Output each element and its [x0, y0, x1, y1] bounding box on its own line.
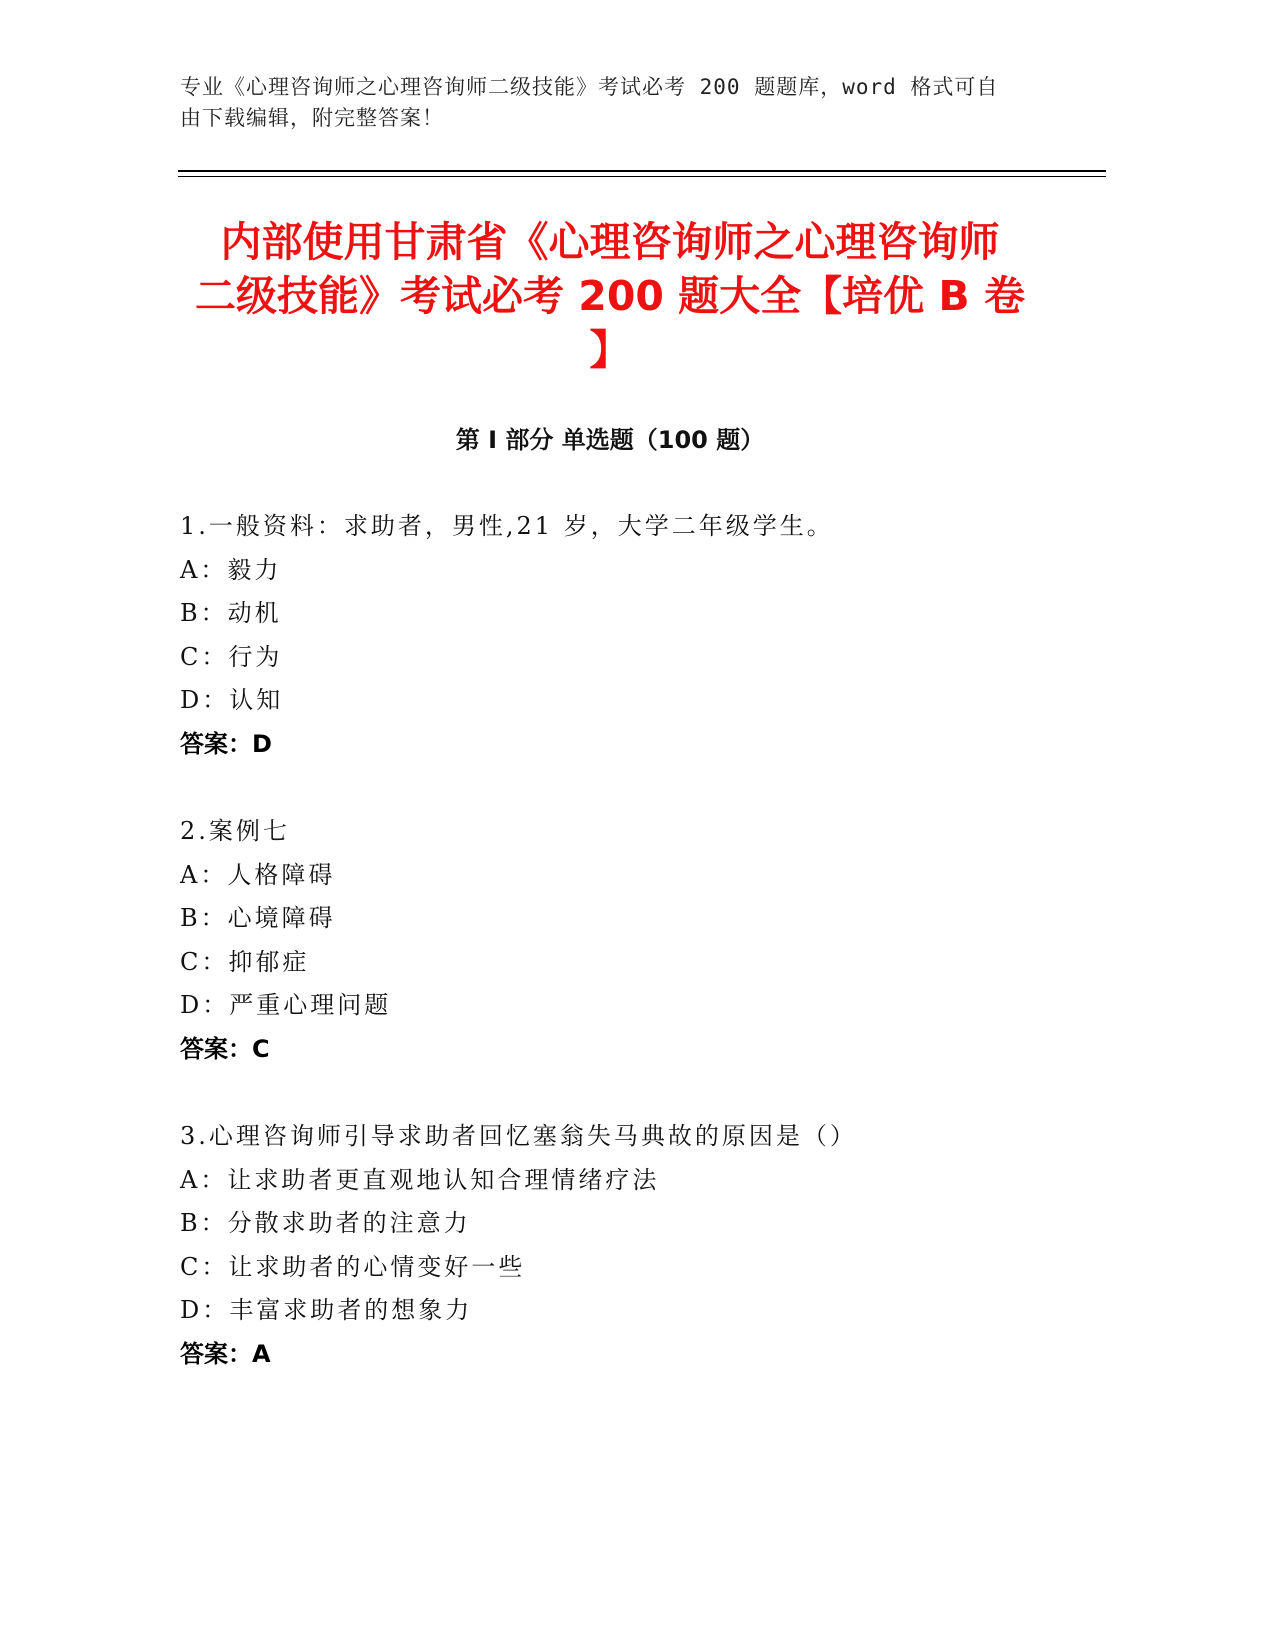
document-title-line-3: 】 [589, 326, 631, 374]
document-title-line-2: 二级技能》考试必考 200 题大全【培优 B 卷 [195, 272, 1025, 320]
answer: 答案：A [180, 1339, 271, 1368]
document-title-line-1: 内部使用甘肃省《心理咨询师之心理咨询师 [220, 218, 1000, 266]
question-1 [180, 505, 1080, 766]
header-divider-thin [178, 176, 1106, 177]
question-list [180, 505, 1080, 1420]
option-a: A：让求助者更直观地认知合理情绪疗法 [180, 1165, 660, 1194]
header-note [180, 72, 1040, 134]
option-b: B：心境障碍 [180, 904, 336, 932]
option-c: C：行为 [180, 642, 283, 671]
header-note-line-2: 由下载编辑，附完整答案！ [180, 106, 444, 130]
header-note-line-1: 专业《心理咨询师之心理咨询师二级技能》考试必考 200 题题库，word 格式可自 [180, 75, 999, 99]
question-stem: 2.案例七 [180, 817, 290, 845]
option-d: D：严重心理问题 [180, 991, 392, 1019]
document-title [180, 215, 1040, 377]
option-c: C：抑郁症 [180, 947, 310, 976]
option-c: C：让求助者的心情变好一些 [180, 1252, 526, 1281]
question-2 [180, 810, 1080, 1071]
option-d: D：丰富求助者的想象力 [180, 1296, 473, 1324]
option-d: D：认知 [180, 686, 284, 714]
question-stem: 1.一般资料：求助者，男性,21 岁，大学二年级学生。 [180, 512, 834, 540]
option-a: A：毅力 [180, 555, 282, 584]
section-heading: 第 I 部分 单选题（100 题） [455, 426, 765, 454]
question-stem: 3.心理咨询师引导求助者回忆塞翁失马典故的原因是（） [180, 1122, 857, 1150]
answer: 答案：C [180, 1034, 270, 1063]
answer: 答案：D [180, 729, 272, 758]
option-b: B：分散求助者的注意力 [180, 1209, 471, 1237]
option-a: A：人格障碍 [180, 860, 336, 889]
question-3 [180, 1115, 1080, 1376]
header-divider-thick [178, 170, 1106, 172]
option-b: B：动机 [180, 599, 282, 627]
